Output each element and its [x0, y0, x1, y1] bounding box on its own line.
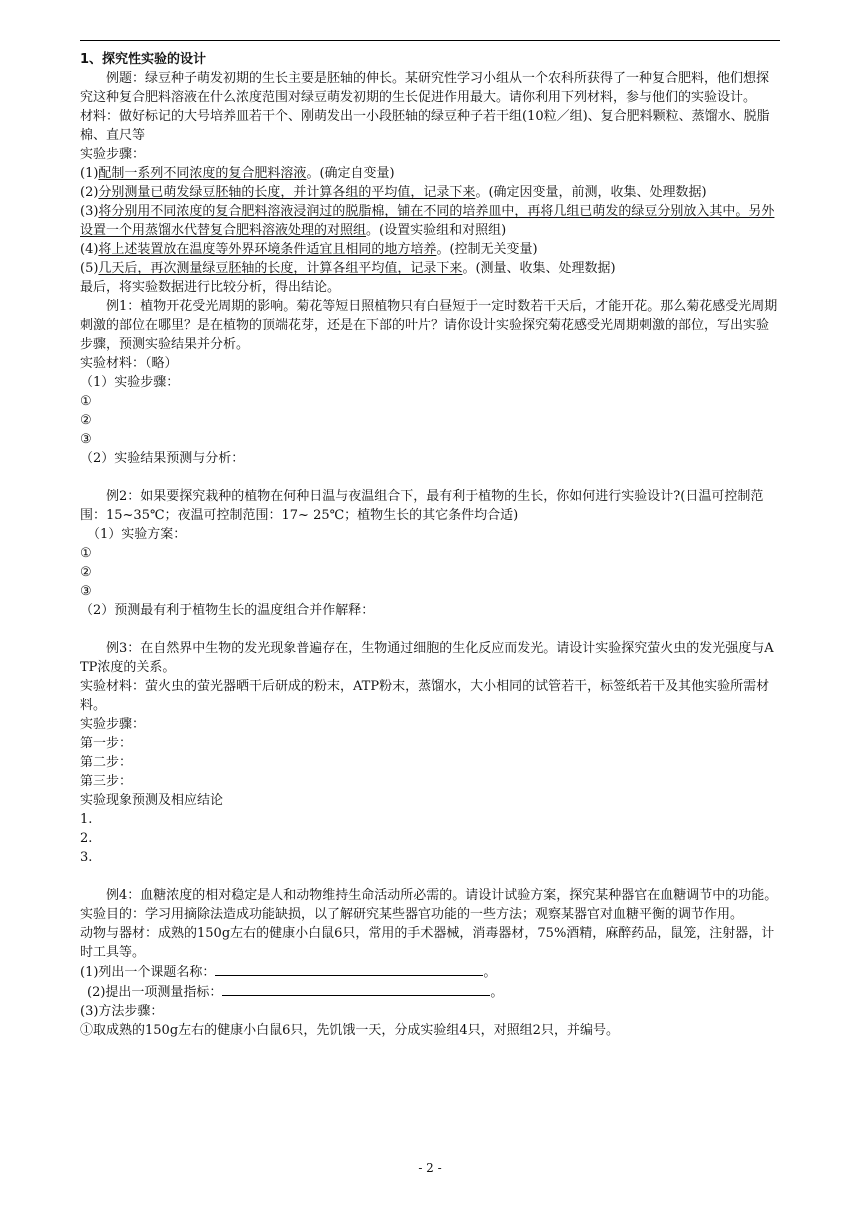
- example-2-text: 例2：如果要探究栽种的植物在何种日温与夜温组合下，最有利于植物的生长，你如何进行实验设计?(日温可控制范围：15~35℃；夜温可控制范围：17~ 25℃；植物生长的其它条件均合适): [80, 489, 764, 523]
- step-4: (4)将上述装置放在温度等外界环境条件适宜且相同的地方培养。(控制无关变量): [80, 242, 538, 257]
- example-4-question-2: (2)提出一项测量指标： 。: [80, 982, 780, 1002]
- example-4-text: 例4：血糖浓度的相对稳定是人和动物维持生命活动所必需的。请设计试验方案，探究某种器官在血糖调节中的功能。: [106, 888, 778, 903]
- example-3-materials: 实验材料：萤火虫的萤光器晒干后研成的粉末，ATP粉末，蒸馏水，大小相同的试管若干，标签纸若干及其他实验所需材料。: [80, 679, 770, 713]
- example-4-method-1: ①取成熟的150g左右的健康小白鼠6只，先饥饿一天，分成实验组4只，对照组2只，并编号。: [80, 1023, 619, 1038]
- example-2-circle-3: ③: [80, 584, 92, 599]
- document-body: [80, 50, 780, 1040]
- example-3-step-2: 第二步：: [80, 755, 133, 770]
- example-2-question-1: （1）实验方案：: [87, 527, 187, 542]
- header-rule: [80, 40, 780, 41]
- example-1-circle-1: ①: [80, 394, 92, 409]
- step-3: (3)将分别用不同浓度的复合肥料溶液浸润过的脱脂棉，铺在不同的培养皿中，再将几组已萌发的绿豆分别放入其中。另外设置一个用蒸馏水代替复合肥料溶液处理的对照组。(设置实验组和对照组): [80, 204, 775, 238]
- example-4-question-1: (1)列出一个课题名称： 。: [80, 962, 780, 982]
- answer-blank-1[interactable]: [215, 962, 483, 976]
- steps-label: 实验步骤：: [80, 147, 146, 162]
- example-3-predict-3: 3.: [80, 850, 93, 865]
- example-4-purpose: 实验目的：学习用摘除法造成功能缺损，以了解研究某些器官功能的一些方法；观察某器官对血糖平衡的调节作用。: [80, 907, 744, 922]
- example-1-question-1: （1）实验步骤：: [80, 375, 180, 390]
- example-materials: 材料：做好标记的大号培养皿若干个、刚萌发出一小段胚轴的绿豆种子若干组(10粒／组)、复合肥料颗粒、蒸馏水、脱脂棉、直尺等: [80, 109, 770, 143]
- example-3-predict-2: 2.: [80, 831, 93, 846]
- example-2-circle-1: ①: [80, 546, 92, 561]
- example-intro: 例题：绿豆种子萌发初期的生长主要是胚轴的伸长。某研究性学习小组从一个农科所获得了一种复合肥料，他们想探究这种复合肥料溶液在什么浓度范围对绿豆萌发初期的生长促进作用最大。请你利用下列材料，参与他们的实验设计。: [80, 71, 770, 105]
- example-1-text: 例1：植物开花受光周期的影响。菊花等短日照植物只有白昼短于一定时数若干天后，才能开花。那么菊花感受光周期刺激的部位在哪里？是在植物的顶端花芽，还是在下部的叶片？请你设计实验探究菊花感受光周期刺激的部位，写出实验步骤，预测实验结果并分析。: [80, 299, 778, 352]
- section-heading: 1、探究性实验的设计: [80, 52, 207, 67]
- step-2: (2)分别测量已萌发绿豆胚轴的长度，并计算各组的平均值，记录下来。(确定因变量，前测，收集、处理数据): [80, 185, 707, 200]
- example-3-step-3: 第三步：: [80, 774, 133, 789]
- example-1-materials: 实验材料：（略）: [80, 356, 178, 371]
- answer-blank-2[interactable]: [222, 982, 490, 996]
- example-3-steps-label: 实验步骤：: [80, 717, 146, 732]
- example-3-text: 例3：在自然界中生物的发光现象普遍存在，生物通过细胞的生化反应而发光。请设计实验探究萤火虫的发光强度与ATP浓度的关系。: [80, 641, 774, 675]
- example-2-circle-2: ②: [80, 565, 92, 580]
- example-3-predict-1: 1.: [80, 812, 93, 827]
- example-1-circle-2: ②: [80, 413, 92, 428]
- example-1-question-2: （2）实验结果预测与分析：: [80, 451, 245, 466]
- conclusion-text: 最后，将实验数据进行比较分析，得出结论。: [80, 280, 341, 295]
- step-1: (1)配制一系列不同浓度的复合肥料溶液。(确定自变量): [80, 166, 395, 181]
- example-2-question-2: （2）预测最有利于植物生长的温度组合并作解释：: [80, 603, 375, 618]
- example-3-step-1: 第一步：: [80, 736, 133, 751]
- page-number: - 2 -: [418, 1161, 442, 1175]
- step-5: (5)几天后，再次测量绿豆胚轴的长度，计算各组平均值，记录下来。(测量、收集、处理数据): [80, 261, 616, 276]
- example-3-predict-label: 实验现象预测及相应结论: [80, 793, 224, 808]
- example-4-materials: 动物与器材：成熟的150g左右的健康小白鼠6只，常用的手术器械，消毒器材，75%酒精，麻醉药品，鼠笼，注射器，计时工具等。: [80, 926, 775, 960]
- example-1-circle-3: ③: [80, 432, 92, 447]
- example-4-question-3: (3)方法步骤：: [80, 1004, 164, 1019]
